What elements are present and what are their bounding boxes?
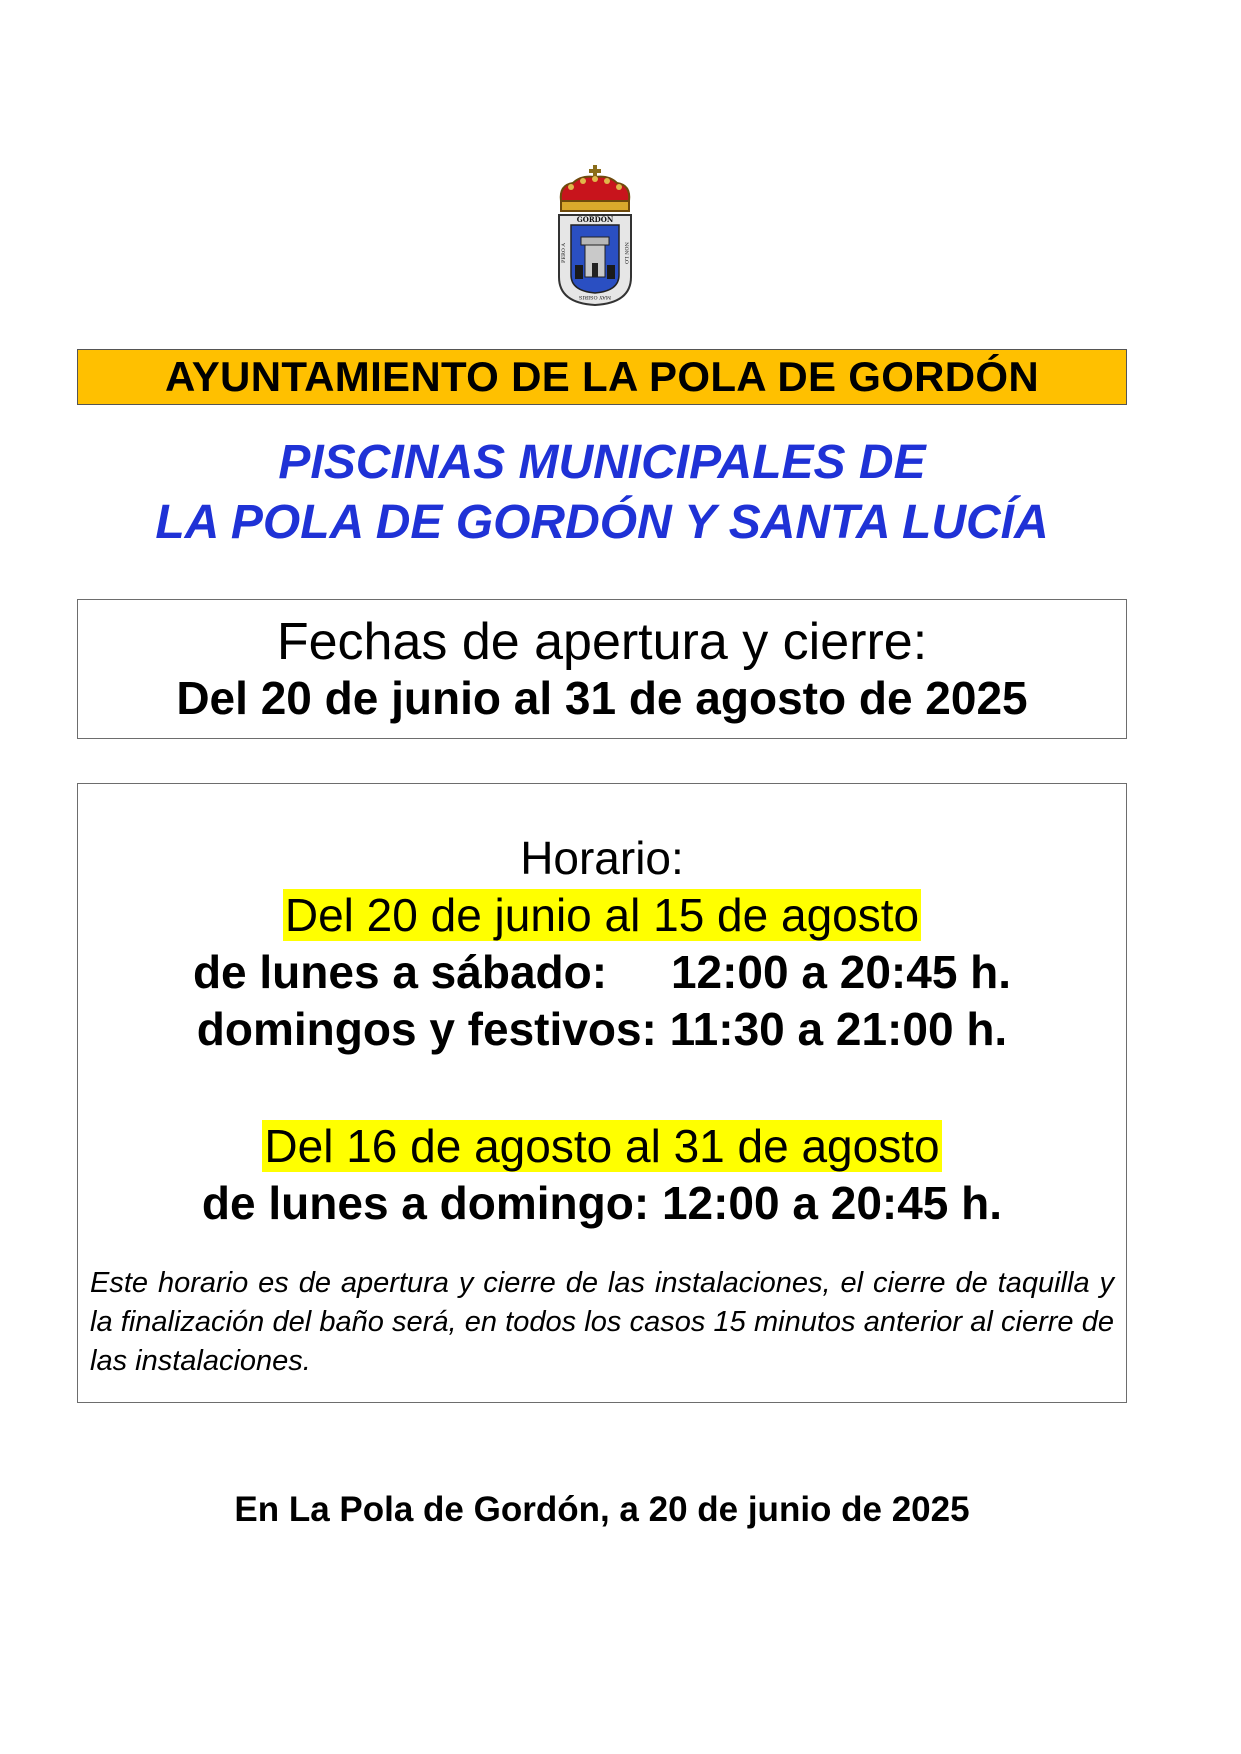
period-2-hours: de lunes a domingo: 12:00 a 20:45 h. bbox=[201, 1177, 1003, 1229]
schedule-note: Este horario es de apertura y cierre de las instalaciones, el cierre de taquilla y la finalización del baño será, en todos los casos 15 minutos anterior al cierre de las instalaciones. bbox=[90, 1267, 1114, 1377]
dates-box bbox=[77, 599, 1127, 739]
dates-heading: Fechas de apertura y cierre: bbox=[276, 613, 928, 671]
period-1-label: Del 20 de junio al 15 de agosto bbox=[284, 889, 920, 941]
period-1-weekday-hours: de lunes a sábado: 12:00 a 20:45 h. bbox=[192, 946, 1012, 998]
svg-text:GORDÓN: GORDÓN bbox=[576, 215, 614, 224]
institution-name: AYUNTAMIENTO DE LA POLA DE GORDÓN bbox=[164, 353, 1040, 400]
period-2-label: Del 16 de agosto al 31 de agosto bbox=[264, 1120, 940, 1172]
period-1-holiday-hours: domingos y festivos: 11:30 a 21:00 h. bbox=[196, 1003, 1008, 1055]
title-line-1: PISCINAS MUNICIPALES DE bbox=[278, 436, 926, 489]
schedule-heading: Horario: bbox=[520, 832, 684, 884]
dates-range: Del 20 de junio al 31 de agosto de 2025 bbox=[176, 672, 1028, 724]
signature-line: En La Pola de Gordón, a 20 de junio de 2025 bbox=[234, 1490, 970, 1529]
svg-text:NON LO: NON LO bbox=[623, 242, 629, 264]
period-2-label-line bbox=[78, 1118, 1126, 1174]
svg-text:PERO A: PERO A bbox=[561, 242, 567, 264]
schedule-box bbox=[77, 783, 1127, 1403]
municipal-crest-logo bbox=[555, 165, 635, 307]
period-1-label-line bbox=[78, 887, 1126, 943]
title-line-2: LA POLA DE GORDÓN Y SANTA LUCÍA bbox=[155, 496, 1049, 549]
institution-banner bbox=[77, 349, 1127, 405]
svg-text:MAY OSIRIS: MAY OSIRIS bbox=[578, 294, 612, 300]
